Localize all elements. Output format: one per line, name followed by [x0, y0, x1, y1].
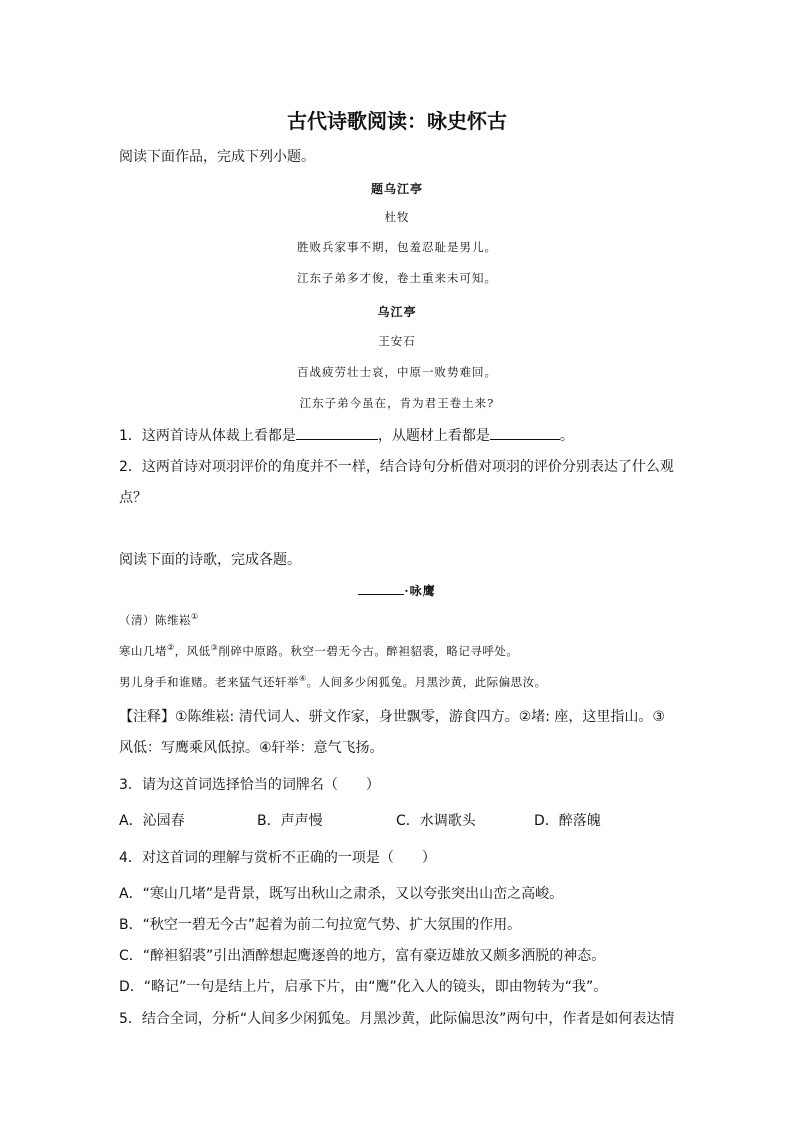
poem2-line-2: 江东子弟今虽在，肯为君王卷土来? — [299, 396, 495, 410]
answer-blank-2[interactable] — [490, 425, 560, 440]
poem2-line-1: 百战疲劳壮士哀，中原一败势难回。 — [297, 365, 497, 379]
question-4: 4．对这首词的理解与赏析不正确的一项是（ ） — [119, 850, 436, 866]
annotation-line-2: 风低：写鹰乘风低掠。④轩举：意气飞扬。 — [119, 740, 384, 756]
ci-line-1-b: ，风低 — [174, 644, 211, 658]
ci-title — [0, 582, 794, 599]
poem1-title: 题乌江亭 — [370, 182, 423, 196]
answer-blank-1[interactable] — [296, 425, 378, 440]
section2-instruction: 阅读下面的诗歌，完成各题。 — [119, 552, 301, 568]
ci-author — [119, 612, 199, 628]
question-1-text-b: ，从题材上看都是 — [377, 428, 490, 444]
poem1-line-2: 江东子弟多才俊，卷土重来未可知。 — [297, 271, 497, 285]
ci-line-2-b: 。人间多少闲狐兔。月黑沙黄，此际偏思汝。 — [306, 675, 547, 689]
question-4-option-d: D．“略记”一句是结上片，启承下片，由“鹰”化入人的镜头，即由物转为“我”。 — [119, 979, 608, 995]
question-1-text-a: 1．这两首诗从体裁上看都是 — [119, 428, 296, 444]
poem1-line-1: 胜败兵家事不期，包羞忍耻是男儿。 — [297, 240, 497, 254]
question-5: 5．结合全词，分析“人间多少闲狐兔。月黑沙黄，此际偏思汝”两句中，作者是如何表达情 — [119, 1011, 675, 1027]
question-3-option-d: D．醉落魄 — [534, 813, 601, 829]
page-title: 古代诗歌阅读：咏史怀古 — [287, 109, 507, 133]
poem2-title: 乌江亭 — [377, 305, 417, 319]
ci-line-1-a: 寒山几堵 — [119, 644, 167, 658]
question-3-option-c: C．水调歌头 — [396, 813, 476, 829]
ci-note-3: ③ — [210, 643, 219, 653]
ci-line-2 — [119, 674, 547, 690]
annotation-line-1: 【注释】①陈维崧: 清代词人、骈文作家，身世飘零，游食四方。②堵: 座，这里指山。③ — [119, 709, 665, 725]
question-3-option-a: A．沁园春 — [119, 813, 185, 829]
ci-title-blank[interactable] — [358, 584, 404, 595]
ci-title-suffix: ·咏鹰 — [404, 584, 436, 598]
section1-instruction: 阅读下面作品，完成下列小题。 — [119, 149, 315, 165]
ci-author-text: （清）陈维崧 — [119, 613, 191, 627]
question-4-option-a: A．“寒山几堵”是背景，既写出秋山之肃杀，又以夸张突出山峦之高峻。 — [119, 886, 564, 902]
ci-line-1 — [119, 643, 518, 659]
question-3-option-b: B．声声慢 — [257, 813, 323, 829]
question-3: 3．请为这首词选择恰当的词牌名（ ） — [119, 777, 380, 793]
question-4-option-c: C．“醉袒貂裘”引出酒醉想起鹰逐兽的地方，富有豪迈雄放又颇多洒脱的神态。 — [119, 948, 606, 964]
question-1 — [119, 425, 574, 445]
ci-line-1-c: 削碎中原路。秋空一碧无今古。醉袒貂裘，略记寻呼处。 — [218, 644, 519, 658]
poem2-author: 王安石 — [378, 334, 416, 348]
ci-author-note: ① — [191, 612, 199, 622]
ci-note-2: ② — [167, 643, 175, 653]
ci-line-2-a: 男儿身手和谁赌。老来猛气还轩举 — [119, 675, 299, 689]
question-1-text-c: 。 — [559, 428, 574, 444]
poem1-author: 杜牧 — [384, 210, 410, 224]
ci-note-4: ④ — [299, 674, 307, 684]
question-4-option-b: B．“秋空一碧无今古”起着为前二句拉宽气势、扩大氛围的作用。 — [119, 917, 522, 933]
question-2-line-2: 点？ — [119, 490, 147, 506]
question-2-line-1: 2．这两首诗对项羽评价的角度并不一样，结合诗句分析借对项羽的评价分别表达了什么观 — [119, 459, 674, 475]
